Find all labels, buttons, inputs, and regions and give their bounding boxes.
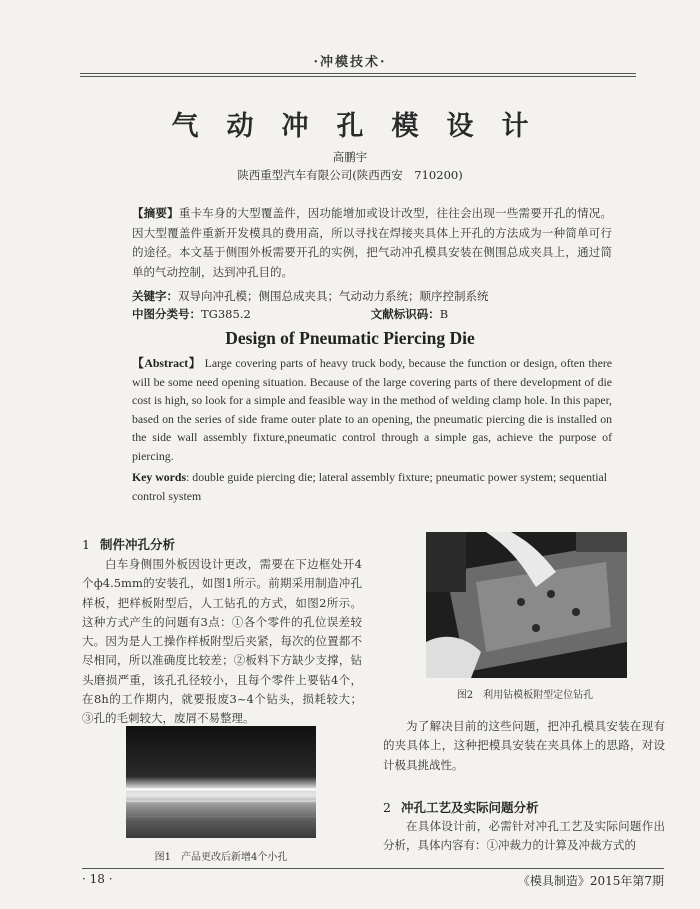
header-rule-bottom [80, 76, 636, 77]
author-name: 高鹏宇 [332, 150, 368, 164]
section-1-heading [82, 535, 175, 553]
figure-2-photo [426, 532, 627, 678]
figure-1-caption: 图1 产品更改后新增4个小孔 [154, 852, 288, 863]
section-header: ·冲模技术· [313, 55, 387, 70]
right-column-paragraph [383, 717, 665, 775]
keywords-en [132, 468, 612, 505]
figure-1-image [126, 726, 316, 838]
section-1-title: 制件冲孔分析 [100, 537, 176, 552]
class-number-label: 中图分类号： [132, 307, 201, 321]
figure-2-caption: 图2 利用钻模板附型定位钻孔 [456, 690, 594, 701]
abstract-en [132, 354, 612, 465]
abstract-cn-label: 【摘要】 [132, 206, 179, 220]
figure-1-photo [126, 726, 316, 838]
classification-line [132, 306, 612, 322]
section-1-body [82, 555, 362, 729]
class-number-value: TG385.2 [201, 307, 251, 321]
abstract-en-text: Large covering parts of heavy truck body, because the function or design, often there will be some need opening situation. Because of the large covering parts of there development of die cost is high, so look for a simple and feasible way in the method of welding clamp hole. In this paper, based on the series of side frame outer plate to an opening, the pneumatic piercing die is installed on the side wall assembly fixture,pneumatic control through a simple gas, achieve the purpose of piercing. [132, 356, 612, 463]
right-paragraph-1: 为了解决目前的这些问题，把冲孔模具安装在现有的夹具体上，这种把模具安装在夹具体上的思路，对设计极具挑战性。 [383, 719, 665, 772]
abstract-cn [132, 204, 612, 282]
paper-title-en: Design of Pneumatic Piercing Die [225, 328, 475, 348]
author-affiliation: 陕西重型汽车有限公司(陕西西安 710200) [237, 168, 463, 182]
doc-code-value: B [439, 307, 449, 321]
doc-code-label: 文献标识码： [370, 307, 440, 321]
section-2-paragraph: 在具体设计前，必需针对冲孔工艺及实际问题作出分析，具体内容有：①冲裁力的计算及冲裁方式的 [383, 819, 665, 853]
journal-issue: 《模具制造》2015年第7期 [517, 874, 664, 888]
section-1-number: 1 [82, 537, 90, 552]
keywords-cn-text: 双导向冲孔模；侧围总成夹具；气动动力系统；顺序控制系统 [178, 289, 489, 303]
page-number: · 18 · [82, 872, 113, 886]
section-2-number: 2 [383, 800, 391, 815]
keywords-en-label: Key words [132, 470, 187, 484]
section-2-heading [383, 798, 539, 816]
keywords-cn-label: 关键字： [132, 289, 178, 303]
footer-rule [82, 868, 664, 869]
section-1-paragraph: 白车身侧围外板因设计更改，需要在下边框处开4个ф4.5mm的安装孔，如图1所示。前期采用制造冲孔样板，把样板附型后，人工钻孔的方式，如图2所示。这种方式产生的问题有3点：①各个零件的孔位误差较大。因为是人工操作样板附型后夹紧，每次的位置都不尽相同，所以准确度比较差；②板料下方缺少支撑，钻头磨损严重，该孔孔径较小，且每个零件上要钻4个，在8h的工作期内，就要报废3~4个钻头，损耗较大；③孔的毛刺较大，废屑不易整理。 [82, 557, 362, 726]
keywords-en-text: : double guide piercing die; lateral assembly fixture; pneumatic power system; sequential control system [132, 470, 608, 503]
section-2-body [383, 817, 665, 856]
section-2-title: 冲孔工艺及实际问题分析 [401, 800, 539, 815]
keywords-cn [132, 288, 612, 304]
header-rule-top [80, 73, 636, 74]
abstract-en-label: 【Abstract】 [132, 356, 202, 370]
abstract-cn-text: 重卡车身的大型覆盖件，因功能增加或设计改型，往往会出现一些需要开孔的情况。因大型覆盖件重新开发模具的费用高，所以寻找在焊接夹具体上开孔的方法成为一种简单可行的途径。本文基于侧围外板需要开孔的实例，把气动冲孔模具安装在侧围总成夹具上，通过简单的气动控制，达到冲孔目的。 [132, 206, 613, 279]
paper-title-cn: 气动冲孔模设计 [171, 111, 557, 142]
figure-2-image [426, 532, 627, 678]
